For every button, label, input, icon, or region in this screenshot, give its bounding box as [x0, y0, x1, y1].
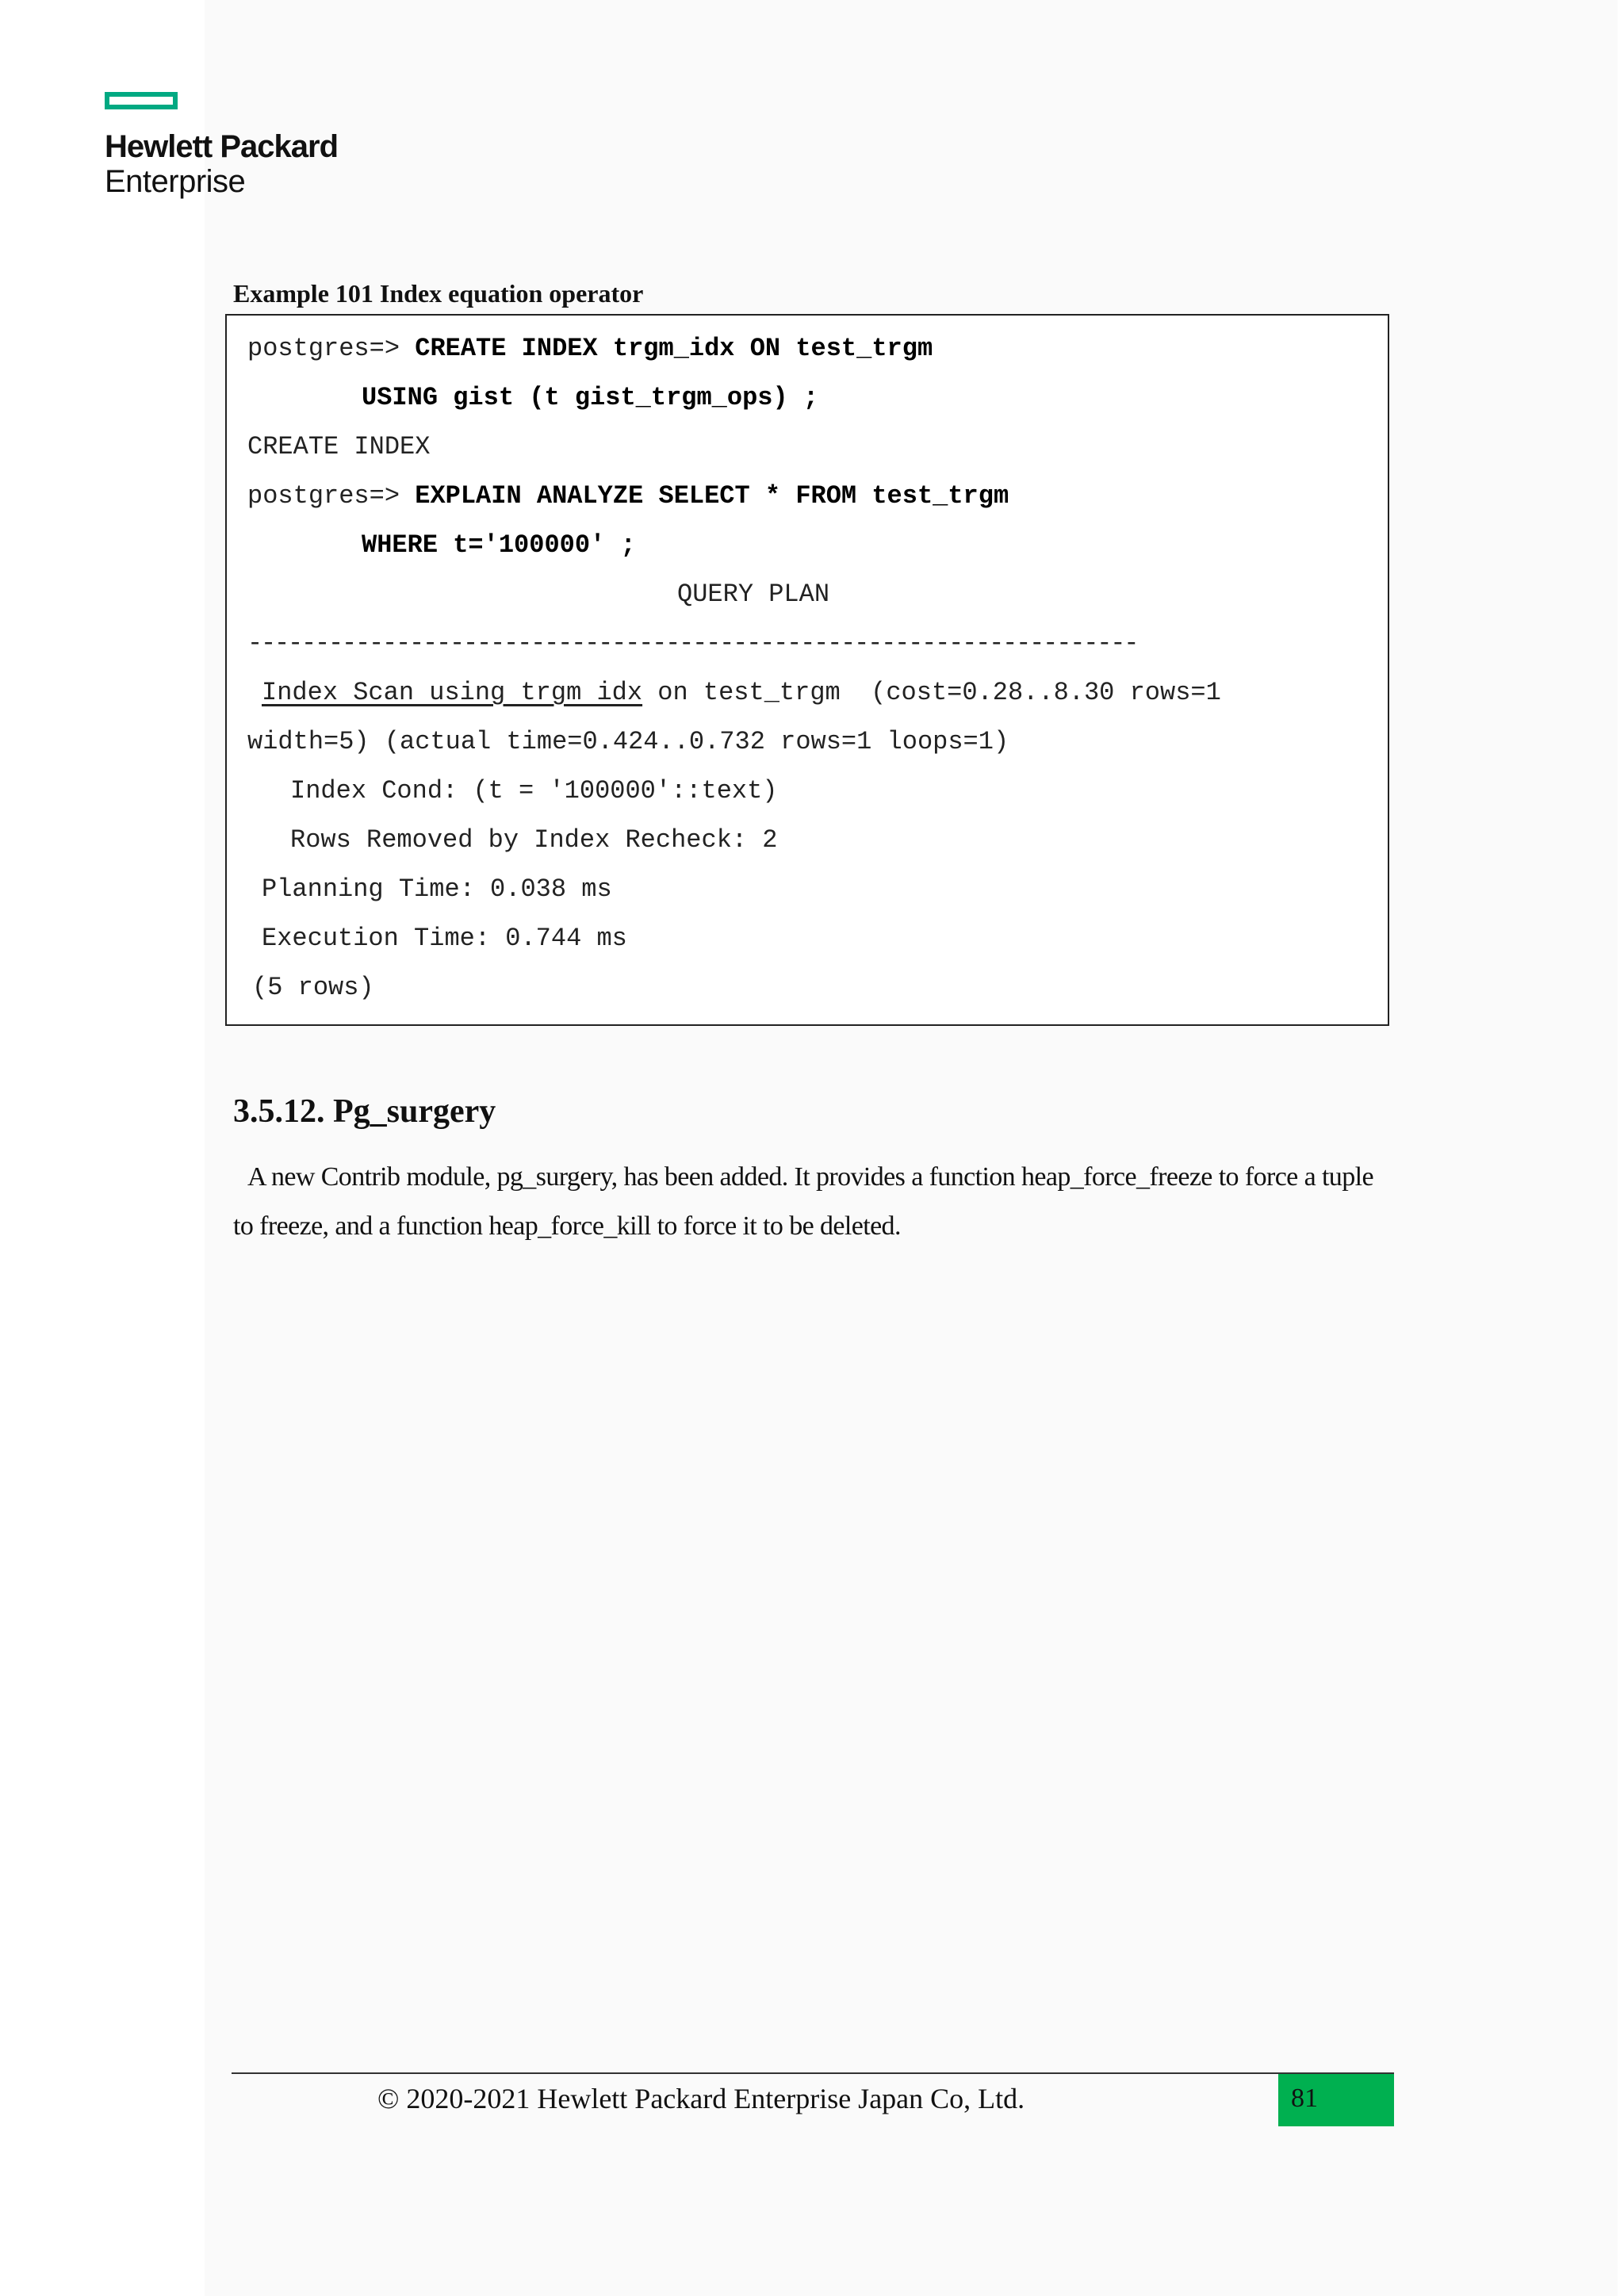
page-number: 81	[1291, 2084, 1318, 2113]
page-number-badge	[1278, 2074, 1394, 2126]
code-command: USING gist (t gist_trgm_ops) ;	[362, 383, 819, 412]
footer-divider	[232, 2072, 1394, 2074]
code-line-1	[247, 333, 933, 365]
logo-text-line1: Hewlett Packard	[105, 129, 339, 164]
section-paragraph: A new Contrib module, pg_surgery, has been added. It provides a function heap_force_freeze to force a tuple to freeze, and a function heap_force_kill to force it to be deleted.	[233, 1162, 1373, 1241]
code-line-10: Index Cond: (t = '100000'::text)	[290, 776, 778, 806]
example-caption: Example 101 Index equation operator	[233, 279, 644, 308]
code-line-13: Execution Time: 0.744 ms	[262, 924, 627, 953]
code-line-3: CREATE INDEX	[247, 432, 431, 461]
code-line-6: QUERY PLAN	[677, 580, 830, 609]
code-command: EXPLAIN ANALYZE SELECT * FROM test_trgm	[415, 481, 1009, 511]
code-line-7-separator: ------------------------------------------------------------------	[247, 629, 1138, 658]
code-line-8	[262, 677, 1221, 709]
code-line-5	[362, 530, 636, 561]
code-underlined-text: Index Scan using trgm idx	[262, 678, 643, 707]
hpe-logo-rectangle-icon	[105, 92, 178, 109]
code-prompt: postgres=>	[247, 481, 416, 511]
footer-copyright: © 2020-2021 Hewlett Packard Enterprise Japan Co, Ltd.	[377, 2083, 1025, 2114]
code-line-2	[362, 382, 818, 414]
code-line-11: Rows Removed by Index Recheck: 2	[290, 825, 778, 855]
code-line-4	[247, 480, 1009, 512]
code-text: on test_trgm (cost=0.28..8.30 rows=1	[642, 678, 1221, 707]
code-line-14: (5 rows)	[252, 973, 374, 1002]
code-prompt: postgres=>	[247, 334, 416, 363]
code-command: CREATE INDEX trgm_idx ON test_trgm	[415, 334, 933, 363]
code-line-9: width=5) (actual time=0.424..0.732 rows=1 loops=1)	[247, 727, 1009, 756]
section-heading: 3.5.12. Pg_surgery	[233, 1093, 496, 1130]
code-command: WHERE t='100000' ;	[362, 530, 636, 560]
code-line-12: Planning Time: 0.038 ms	[262, 874, 612, 904]
code-block	[225, 314, 1389, 1026]
logo-text-line2: Enterprise	[105, 164, 246, 199]
